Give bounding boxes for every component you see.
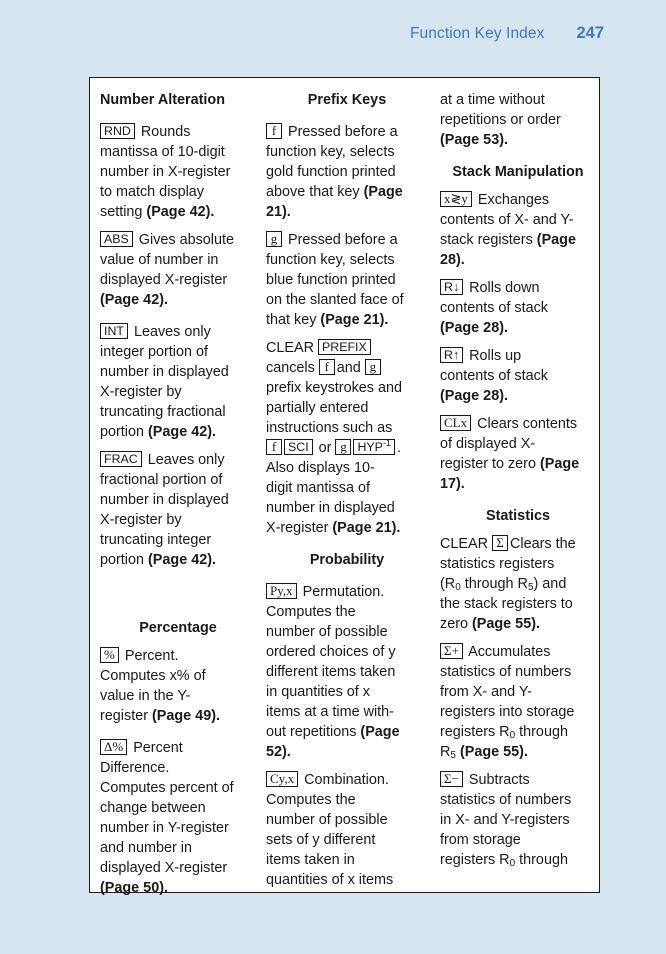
frac-key: FRAC — [100, 451, 142, 467]
hyp-inverse-key: $HYP^{-1}$ — [353, 439, 395, 455]
entry-percent-difference: Δ% Percent Difference. Computes percent of change between number in Y-register and number in displayed X-register (Page 50). — [100, 739, 234, 896]
f-key-sci: f — [266, 439, 282, 455]
entry-percent: % Percent. Computes x% of value in the Y- register (Page 49). — [100, 647, 220, 724]
g-key: g — [266, 231, 282, 247]
clear-x-key: CLx — [440, 415, 471, 431]
roll-up-key: R↑ — [440, 347, 463, 363]
entry-roll-down: R↓ Rolls down contents of stack (Page 28). — [440, 280, 548, 336]
page-number: 247 — [576, 24, 604, 42]
heading-percentage: Percentage — [139, 620, 217, 636]
entry-roll-up: R↑ Rolls up contents of stack (Page 28). — [440, 348, 548, 404]
entry-g-prefix: g Pressed before a function key, selects blue function printed on the slanted face of that key (Page 21). — [266, 231, 404, 328]
prefix-key: PREFIX — [318, 339, 371, 355]
entry-f-prefix: f Pressed before a function key, selects gold function printed above that key (Page 21). — [266, 123, 403, 220]
roll-down-key: R↓ — [440, 279, 463, 295]
heading-stack-manipulation: Stack Manipulation — [452, 164, 584, 180]
column-1 — [100, 90, 256, 898]
entry-clear-sigma: CLEAR Σ Clears the statistics registers ($R_0$ through $R_5$) and the stack registers to zero (Page 55). — [440, 535, 576, 632]
entry-combination: Cy,x Combination. Computes the number of possible sets of y different items taken in quantities of x items — [266, 771, 394, 888]
sigma-minus-key: Σ− — [440, 771, 463, 787]
sigma-plus-key: Σ+ — [440, 643, 463, 659]
heading-statistics: Statistics — [486, 508, 550, 524]
percent-key: % — [100, 647, 119, 663]
heading-prefix-keys: Prefix Keys — [307, 92, 387, 108]
entry-clear-prefix: CLEAR PREFIX cancels f and g prefix keystrokes and partially entered instructions such as f SCI or g $HYP^{-1}$ . Also displays 10- digit mantissa of number in displayed X-register (Page 21). — [266, 340, 402, 536]
entry-abs: ABS Gives absolute value of number in displayed X-register (Page 42). — [100, 232, 234, 308]
int-key: INT — [100, 323, 128, 339]
g-key-ref: g — [365, 359, 381, 375]
heading-probability: Probability — [309, 552, 385, 568]
entry-sigma-plus: Σ+ Accumulates statistics of numbers from X- and Y- registers into storage registers $R_0$ through $R_5$ (Page 55). — [440, 643, 575, 761]
index-box — [89, 77, 600, 896]
x-exchange-y-key: x≷y — [440, 191, 472, 207]
permutation-key: Py,x — [266, 583, 297, 599]
entry-sigma-minus: Σ− Subtracts statistics of numbers in X- and Y-registers from storage registers $R_0$ through — [440, 771, 572, 869]
entry-combination-continued: at a time without repetitions or order (Page 53). — [440, 92, 561, 148]
entry-clear-x: CLx Clears contents of displayed X- register to zero (Page 17). — [440, 415, 580, 492]
sigma-key: Σ — [492, 535, 508, 551]
combination-key: Cy,x — [266, 771, 298, 787]
f-key: f — [266, 123, 282, 139]
page-header — [410, 24, 604, 43]
heading-number-alteration: Number Alteration — [100, 92, 225, 108]
entry-frac: FRAC Leaves only fractional portion of number in displayed X-register by truncating integer portion (Page 42). — [100, 452, 229, 568]
delta-percent-key: Δ% — [100, 739, 127, 755]
entry-rnd: RND Rounds mantissa of 10-digit number in X-register to match display setting (Page 42). — [100, 124, 231, 220]
running-title: Function Key Index — [409, 25, 545, 42]
entry-permutation: Py,x Permutation. Computes the number of possible ordered choices of y different items taken in quantities of x items at a time with- out repetitions (Page 52). — [266, 583, 400, 760]
sci-key: SCI — [284, 439, 313, 455]
f-key-ref: f — [319, 359, 335, 375]
entry-int: INT Leaves only integer portion of number in displayed X-register by truncating fractional portion (Page 42). — [100, 324, 229, 440]
entry-x-exchange-y: x≷y Exchanges contents of X- and Y- stack registers (Page 28). — [440, 191, 576, 268]
column-2 — [266, 90, 428, 890]
column-3 — [440, 90, 596, 870]
abs-key: ABS — [100, 231, 133, 247]
rnd-key: RND — [100, 123, 135, 139]
g-key-hyp: g — [335, 439, 351, 455]
